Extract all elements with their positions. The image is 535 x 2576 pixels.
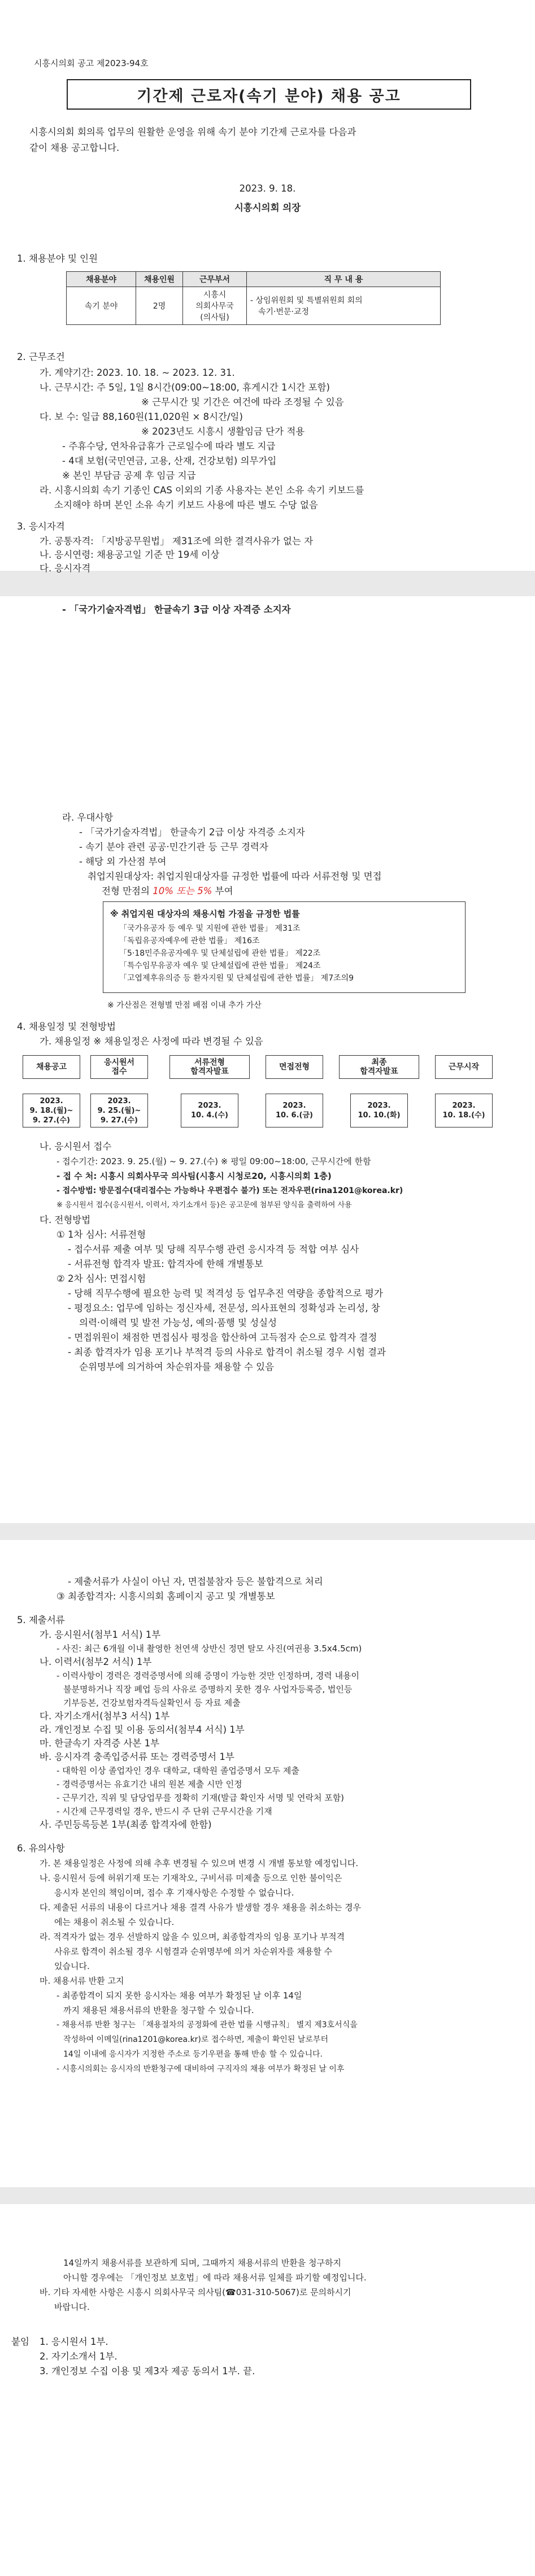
law-item: 「5·18민주유공자예우 및 단체설립에 관한 법률」 제22조 xyxy=(119,949,321,958)
document-page-2 xyxy=(0,596,535,1523)
body-line: - 접수방법: 방문접수(대리접수는 가능하나 우편접수 불가) 또는 전자우편(rina1201@korea.kr) xyxy=(56,1186,403,1195)
issuer: 시흥시의회 의장 xyxy=(234,202,301,213)
cell-field: 속기 분야 xyxy=(67,287,136,325)
step-box xyxy=(169,1055,250,1079)
cell-count: 2명 xyxy=(136,287,183,325)
body-line: - 서류전형 합격자 발표: 합격자에 한해 개별통보 xyxy=(68,1259,263,1269)
law-box-title: ※ 취업지원 대상자의 채용시험 가점을 규정한 법률 xyxy=(110,909,300,919)
body-line: - 사진: 최근 6개월 이내 촬영한 천연색 상반신 정면 탈모 사진(여권용 3.5x4.5cm) xyxy=(56,1643,362,1654)
body-line: - 채용서류 반환 청구는 「채용절차의 공정화에 관한 법률 시행규칙」 별지 제3호서식을 xyxy=(56,2020,358,2029)
step-date: 2023. 9. 18.(월)~ 9. 27.(수) xyxy=(23,1094,80,1127)
body-line: - 근무기간, 직위 및 담당업무를 정확히 기재(발급 확인자 서명 및 연락처 포함) xyxy=(56,1793,345,1803)
body-line: ① 1차 심사: 서류전형 xyxy=(56,1229,146,1240)
document-page-3 xyxy=(0,1540,535,2187)
bonus-percent: 10% 또는 5% xyxy=(153,886,212,896)
body-line: 까지 채용된 채용서류의 반환을 청구할 수 있습니다. xyxy=(63,2005,254,2015)
note-line: ※ 본인 부담금 공제 후 임금 지급 xyxy=(62,470,196,481)
law-box xyxy=(103,901,466,993)
body-line: 사유로 합격이 취소될 경우 시험결과 순위명부에 의거 차순위자를 채용할 수 xyxy=(54,1946,333,1957)
section-heading: 6. 유의사항 xyxy=(17,1843,65,1854)
qualification-line: - 「국가기술자격법」 한글속기 3급 이상 자격증 소지자 xyxy=(62,604,291,615)
column-header: 근무부서 xyxy=(183,272,247,287)
body-line: 라. 개인정보 수집 및 이용 동의서(첨부4 서식) 1부 xyxy=(40,1724,245,1735)
body-line: ② 2차 심사: 면접시험 xyxy=(56,1273,146,1284)
law-item: 「독립유공자예우에 관한 법률」 제16조 xyxy=(119,936,260,946)
body-line: 라. 적격자가 없는 경우 선발하지 않을 수 있으며, 최종합격자의 임용 포기나 부적격 xyxy=(40,1932,345,1942)
body-line: - 제출서류가 사실이 아닌 자, 면접불참자 등은 불합격으로 처리 xyxy=(68,1576,323,1587)
body-line: 다. 자기소개서(첨부3 서식) 1부 xyxy=(40,1711,170,1721)
body-text: 전형 만점의 xyxy=(102,886,150,896)
note-line: ※ 근무시간 및 기간은 여건에 따라 조정될 수 있음 xyxy=(141,397,344,407)
duty-line: 속기·번문·교정 xyxy=(258,307,310,316)
intro-line: 같이 채용 공고합니다. xyxy=(29,142,120,153)
body-line: - 당해 직무수행에 필요한 능력 및 적격성 등 업무추진 역량을 종합적으로 평가 xyxy=(68,1288,383,1299)
body-line: ③ 최종합격자: 시흥시의회 홈페이지 공고 및 개별통보 xyxy=(56,1591,275,1602)
law-item: 「국가유공자 등 예우 및 지원에 관한 법률」 제31조 xyxy=(119,924,301,933)
body-line: 사. 주민등록등본 1부(최종 합격자에 한함) xyxy=(40,1819,212,1830)
body-line: 마. 채용서류 반환 고지 xyxy=(40,1976,124,1986)
cell-dept xyxy=(183,287,247,325)
step-label: 응시원서 접수 xyxy=(103,1058,135,1076)
body-line: 바랍니다. xyxy=(54,2302,90,2312)
body-line: 14일 이내에 응시자가 지정한 주소로 등기우편을 통해 반송 할 수 있습니다. xyxy=(63,2050,323,2059)
law-item: 「특수임무유공자 예우 및 단체설립에 관한 법률」 제24조 xyxy=(119,961,321,970)
step-date: 2023. 9. 25.(월)~ 9. 27.(수) xyxy=(90,1094,148,1127)
section-heading: 2. 근무조건 xyxy=(17,352,65,362)
document-page-4 xyxy=(0,2204,535,2576)
body-line: 바. 기타 자세한 사항은 시흥시 의회사무국 의사팀(☎031-310-5067)로 문의하시기 xyxy=(40,2287,351,2297)
attachment-item: 3. 개인정보 수집 이용 및 제3자 제공 동의서 1부. 끝. xyxy=(40,2366,255,2376)
step-box xyxy=(90,1055,148,1079)
body-line: 응시자 본인의 책임이며, 접수 후 기재사항은 수정할 수 없습니다. xyxy=(54,1888,294,1898)
sub-heading: 다. 전형방법 xyxy=(40,1215,91,1225)
body-line: 에는 채용이 취소될 수 있습니다. xyxy=(54,1917,175,1927)
body-line: 다. 응시자격 xyxy=(40,563,91,574)
body-line: 의력·이해력 및 발전 가능성, 예의·품행 및 성실성 xyxy=(79,1317,277,1328)
body-line: - 시간제 근무경력일 경우, 반드시 주 단위 근무시간을 기재 xyxy=(56,1806,272,1816)
step-date: 2023. 10. 10.(화) xyxy=(350,1094,408,1127)
duty-line: - 상임위원회 및 특별위원회 회의 xyxy=(250,296,363,305)
body-line: 14일까지 채용서류를 보관하게 되며, 그때까지 채용서류의 반환을 청구하지 xyxy=(63,2258,341,2268)
body-line: 다. 제출된 서류의 내용이 다르거나 채용 결격 사유가 발생할 경우 채용을 취소하는 경우 xyxy=(40,1902,362,1913)
section-heading: 4. 채용일정 및 전형방법 xyxy=(17,1021,116,1032)
body-line: 다. 보 수: 일급 88,160원(11,020원 × 8시간/일) xyxy=(40,411,243,422)
column-header: 채용분야 xyxy=(67,272,136,287)
body-line: - 「국가기술자격법」 한글속기 2급 이상 자격증 소지자 xyxy=(79,827,305,838)
body-line: - 시흥시의회는 응시자의 반환청구에 대비하여 구직자의 채용 여부가 확정된 날 이후 xyxy=(56,2065,345,2074)
step-label: 면접전형 xyxy=(279,1063,310,1072)
dept-line: 시흥시 xyxy=(203,290,227,300)
body-text: 부여 xyxy=(212,886,233,896)
body-line: - 해당 외 가산점 부여 xyxy=(79,856,167,867)
body-line: - 경력증명서는 유효기간 내의 원본 제출 시만 인정 xyxy=(56,1779,242,1789)
body-line: 가. 계약기간: 2023. 10. 18. ~ 2023. 12. 31. xyxy=(40,367,235,378)
step-label: 채용공고 xyxy=(36,1063,67,1072)
recruitment-table xyxy=(66,271,441,325)
note-line: ※ 응시원서 접수(응시원서, 이력서, 자기소개서 등)은 공고문에 첨부된 양식을 출력하여 사용 xyxy=(56,1201,352,1209)
step-box xyxy=(23,1055,80,1079)
body-line: 불분명하거나 직장 폐업 등의 사유로 증명하지 못한 경우 사업자등록증, 법인등 xyxy=(63,1684,353,1694)
body-line: 소지해야 하며 본인 소유 속기 키보드 사용에 따른 별도 수당 없음 xyxy=(54,500,318,510)
body-line: 가. 공통자격: 「지방공무원법」 제31조에 의한 결격사유가 없는 자 xyxy=(40,536,314,547)
sub-heading: 라. 우대사항 xyxy=(62,812,114,823)
document-title: 기간제 근로자(속기 분야) 채용 공고 xyxy=(67,79,471,110)
body-line: 작성하여 이메일(rina1201@korea.kr)로 접수하면, 제출이 확인된 날로부터 xyxy=(63,2035,329,2044)
step-box xyxy=(266,1055,323,1079)
sub-heading: 나. 응시원서 접수 xyxy=(40,1141,112,1152)
column-header: 직 무 내 용 xyxy=(247,272,441,287)
intro-line: 시흥시의회 회의록 업무의 원활한 운영을 위해 속기 분야 기간제 근로자를 다음과 xyxy=(29,127,356,137)
body-line: 취업지원대상자: 취업지원대상자를 규정한 법률에 따라 서류전형 및 면접 xyxy=(88,871,382,882)
body-line: 가. 본 채용일정은 사정에 의해 추후 변경될 수 있으며 변경 시 개별 통보할 예정입니다. xyxy=(40,1858,359,1868)
body-line: - 접수서류 제출 여부 및 당해 직무수행 관련 응시자격 등 적합 여부 심사 xyxy=(68,1244,359,1255)
cell-duty xyxy=(247,287,441,325)
step-label: 최종 합격자발표 xyxy=(360,1058,398,1076)
body-line: 나. 응시연령: 채용공고일 기준 만 19세 이상 xyxy=(40,549,220,560)
step-label: 근무시작 xyxy=(448,1063,480,1072)
body-line: 나. 이력서(첨부2 서식) 1부 xyxy=(40,1656,152,1667)
step-label: 서류전형 합격자발표 xyxy=(190,1058,229,1076)
body-line: - 평정요소: 업무에 임하는 정신자세, 전문성, 의사표현의 정확성과 논리성, 창 xyxy=(68,1303,380,1313)
body-line: - 속기 분야 관련 공공·민간기관 등 근무 경력자 xyxy=(79,842,268,852)
step-date: 2023. 10. 18.(수) xyxy=(435,1094,493,1127)
body-line: - 최종 합격자가 임용 포기나 부적격 등의 사유로 합격이 취소될 경우 시험 결과 xyxy=(68,1347,386,1358)
notice-number: 시흥시의회 공고 제2023-94호 xyxy=(34,58,149,68)
dept-line: 의회사무국 xyxy=(195,302,234,311)
body-line: - 접수기간: 2023. 9. 25.(월) ~ 9. 27.(수) ※ 평일 09:00~18:00, 근무시간에 한함 xyxy=(56,1156,371,1166)
body-line: - 최종합격이 되지 못한 응시자는 채용 여부가 확정된 날 이후 14일 xyxy=(56,1990,302,2001)
body-line: - 대학원 이상 졸업자인 경우 대학교, 대학원 졸업증명서 모두 제출 xyxy=(56,1766,299,1776)
body-line: 라. 시흥시의회 속기 기종인 CAS 이외의 기종 사용자는 본인 소유 속기 키보드를 xyxy=(40,485,364,496)
body-line: 마. 한글속기 자격증 사본 1부 xyxy=(40,1738,160,1749)
body-line: 가. 채용일정 ※ 채용일정은 사정에 따라 변경될 수 있음 xyxy=(40,1036,263,1047)
body-line: 순위명부에 의거하여 차순위자를 채용할 수 있음 xyxy=(79,1361,275,1372)
step-date: 2023. 10. 4.(수) xyxy=(181,1094,238,1127)
note-line: ※ 2023년도 시흥시 생활임금 단가 적용 xyxy=(141,426,305,437)
body-line: - 주휴수당, 연차유급휴가 근로일수에 따라 별도 지급 xyxy=(62,441,276,452)
column-header: 채용인원 xyxy=(136,272,183,287)
step-box xyxy=(339,1055,419,1079)
body-line: 바. 응시자격 충족입증서류 또는 경력증명서 1부 xyxy=(40,1751,234,1762)
notice-date: 2023. 9. 18. xyxy=(239,183,296,194)
body-line: 기부등본, 건강보험자격득실확인서 등 자료 제출 xyxy=(63,1698,241,1708)
law-item: 「고엽제후유의증 등 환자지원 및 단체설립에 관한 법률」 제7조의9 xyxy=(119,974,354,983)
table-row xyxy=(67,287,441,325)
body-line: 아니할 경우에는 「개인정보 보호법」에 따라 채용서류 일체를 파기할 예정입니다. xyxy=(63,2273,367,2283)
section-heading: 1. 채용분야 및 인원 xyxy=(17,253,98,264)
body-line: - 이력사항이 경력은 경력증명서에 의해 증명이 가능한 것만 인정하며, 경력 내용이 xyxy=(56,1671,360,1681)
body-line: - 접 수 처: 시흥시 의회사무국 의사팀(시흥시 시청로20, 시흥시의회 1층) xyxy=(56,1171,332,1181)
body-line: - 면접위원이 채점한 면접심사 평정을 합산하여 고득점자 순으로 합격자 결정 xyxy=(68,1332,377,1343)
attachment-item: 2. 자기소개서 1부. xyxy=(40,2351,118,2362)
body-line: 나. 응시원서 등에 허위기재 또는 기재착오, 구비서류 미제출 등으로 인한 불이익은 xyxy=(40,1873,342,1883)
note-line: ※ 가산점은 전형별 만점 배점 이내 추가 가산 xyxy=(107,1001,262,1010)
document-page-1 xyxy=(0,0,535,574)
body-line: 가. 응시원서(첨부1 서식) 1부 xyxy=(40,1629,161,1640)
body-line: - 4대 보험(국민연금, 고용, 산재, 건강보험) 의무가입 xyxy=(62,456,277,466)
table-header-row xyxy=(67,272,441,287)
step-box xyxy=(435,1055,493,1079)
section-heading: 3. 응시자격 xyxy=(17,521,65,532)
body-line: 있습니다. xyxy=(54,1961,90,1971)
attachment-item: 1. 응시원서 1부. xyxy=(40,2336,108,2347)
attachment-label: 붙임 xyxy=(11,2336,29,2347)
body-line xyxy=(102,884,233,898)
dept-line: (의사팀) xyxy=(200,313,229,322)
section-heading: 5. 제출서류 xyxy=(17,1615,65,1625)
step-date: 2023. 10. 6.(금) xyxy=(266,1094,323,1127)
body-line: 나. 근무시간: 주 5일, 1일 8시간(09:00~18:00, 휴게시간 1시간 포함) xyxy=(40,382,330,393)
